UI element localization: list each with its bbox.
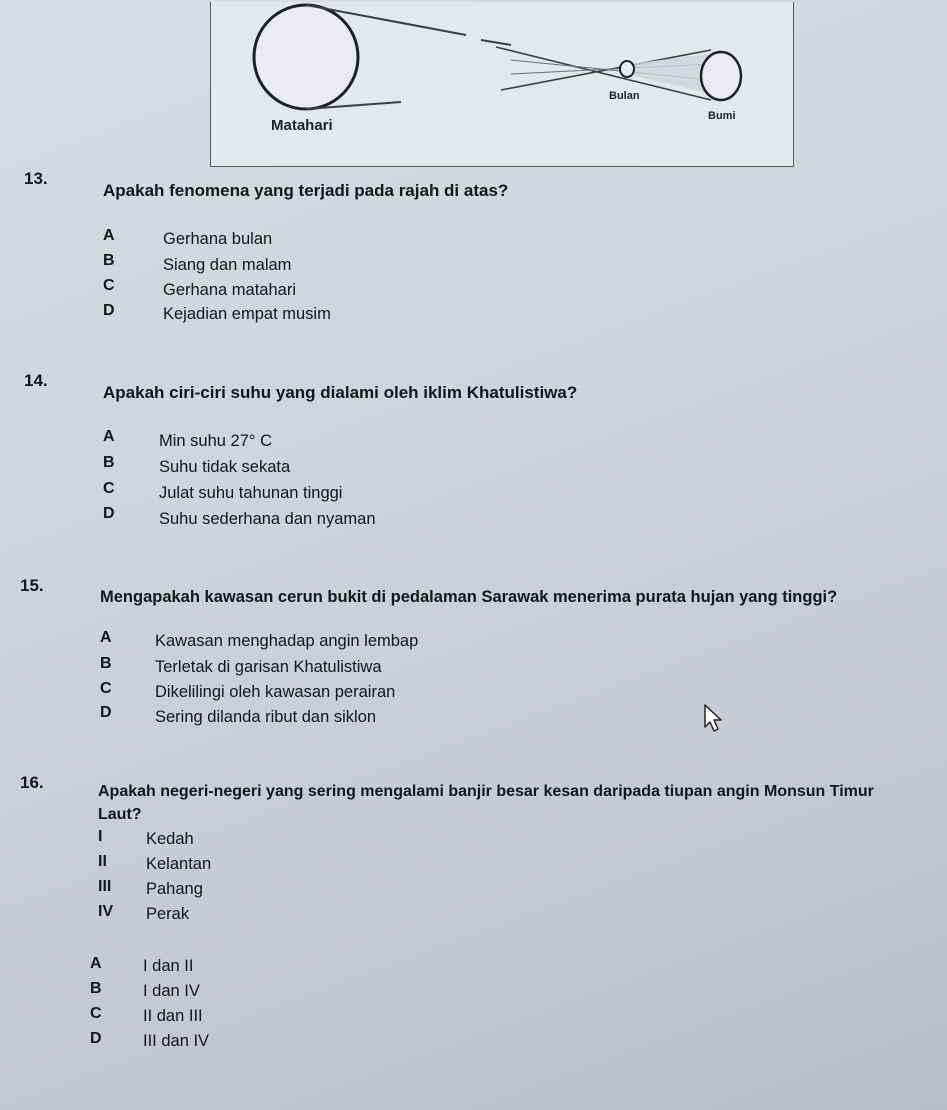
option-text: Dikelilingi oleh kawasan perairan <box>155 683 396 701</box>
moon-circle <box>620 61 634 77</box>
sun-label: Matahari <box>271 117 333 134</box>
option-text: Min suhu 27° C <box>159 432 272 450</box>
question-number: 16. <box>20 773 44 792</box>
option-letter: C <box>100 680 112 697</box>
earth-circle <box>701 52 741 100</box>
question-number: 14. <box>24 371 48 390</box>
option-text: Julat suhu tahunan tinggi <box>159 484 343 502</box>
question-text-line-2: Laut? <box>98 806 142 823</box>
option-letter: D <box>103 505 115 522</box>
earth-label: Bumi <box>708 110 736 122</box>
option-letter: B <box>103 454 115 471</box>
question-number: 15. <box>20 576 44 595</box>
option-letter: A <box>90 955 102 972</box>
option-text: Kejadian empat musim <box>163 305 331 323</box>
moon-label: Bulan <box>609 90 640 102</box>
option-letter: A <box>103 428 115 445</box>
option-letter: D <box>103 302 115 319</box>
option-letter: A <box>100 629 112 646</box>
mouse-cursor-icon <box>703 703 725 733</box>
option-text: III dan IV <box>143 1032 210 1050</box>
moon-shadow-cone <box>627 54 711 94</box>
option-letter: D <box>90 1030 102 1047</box>
statement-text: Kelantan <box>146 855 212 873</box>
option-text: Siang dan malam <box>163 256 292 274</box>
option-letter: B <box>100 655 112 672</box>
option-letter: D <box>100 704 112 721</box>
option-text: II dan III <box>143 1007 203 1025</box>
statement-text: Kedah <box>146 830 194 848</box>
statement-numeral: I <box>98 828 103 845</box>
option-letter: C <box>90 1005 102 1022</box>
option-text: Kawasan menghadap angin lembap <box>155 632 419 650</box>
option-text: I dan IV <box>143 982 200 1000</box>
question-text: Apakah fenomena yang terjadi pada rajah di atas? <box>103 181 509 200</box>
question-number: 13. <box>24 169 48 188</box>
question-text-line-1: Apakah negeri-negeri yang sering mengalami banjir besar kesan daripada tiupan angin Monsun Timur <box>98 783 874 800</box>
question-text: Mengapakah kawasan cerun bukit di pedalaman Sarawak menerima purata hujan yang tinggi? <box>100 588 838 606</box>
option-text: Terletak di garisan Khatulistiwa <box>155 658 382 676</box>
statement-numeral: IV <box>98 903 114 920</box>
option-text: Suhu sederhana dan nyaman <box>159 510 376 528</box>
option-text: Gerhana matahari <box>163 281 296 299</box>
question-text: Apakah ciri-ciri suhu yang dialami oleh iklim Khatulistiwa? <box>103 383 578 402</box>
option-text: Suhu tidak sekata <box>159 458 291 476</box>
eclipse-diagram-svg <box>211 2 793 166</box>
option-text: I dan II <box>143 957 194 975</box>
eclipse-diagram <box>210 2 794 167</box>
sun-ray-top-2 <box>481 40 511 45</box>
statement-text: Pahang <box>146 880 203 898</box>
option-text: Gerhana bulan <box>163 230 273 248</box>
statement-numeral: III <box>98 878 112 895</box>
statement-numeral: II <box>98 853 107 870</box>
option-letter: B <box>103 252 115 269</box>
option-letter: C <box>103 277 115 294</box>
option-letter: C <box>103 480 115 497</box>
sun-circle <box>254 5 358 109</box>
option-letter: A <box>103 227 115 244</box>
option-text: Sering dilanda ribut dan siklon <box>155 708 377 726</box>
statement-text: Perak <box>146 905 190 923</box>
option-letter: B <box>90 980 102 997</box>
